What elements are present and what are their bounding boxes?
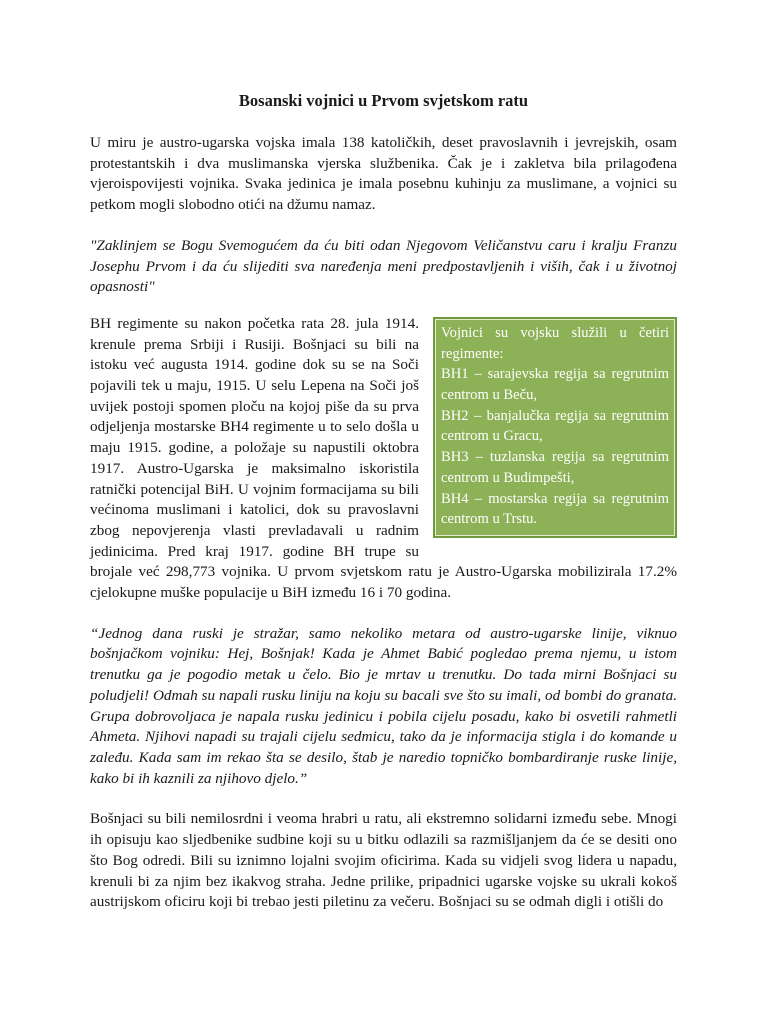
paragraph-bh-regiments: BH regimente su nakon početka rata 28. jula 1914. krenule prema Srbiji i Rusiji. Bošnjaci su bili na istoku već augusta 1914. godine dok su se na Soči pojavili tek u maju, 1915. U selu Lepena na Soči još uvijek postoji spomen ploču na kojoj piše da su prva odjeljenja mostarske BH4 regimente u to selo došla u maju 1915. godine, a položaje su napustili oktobra 1917. Austro-Ugarska je maksimalno iskoristila ratnički potencijal BiH. U vojnim formacijama su bili većinoma muslimani i katolici, dok su pravoslavni zbog nepovjerenja vlasti prevladavali u radnim jedinicima. Pred kraj 1917. godine BH trupe su brojale već 298,773 vojnika. U prvom svjetskom ratu je Austro-Ugarska mobilizirala 17.2% cjelokupne muške populacije u BiH između 16 i 70 godina.	[90, 314, 677, 602]
infobox-item-bh1: BH1 – sarajevska regija sa regrutnim centrom u Beču,	[441, 366, 669, 404]
infobox-item-bh3: BH3 – tuzlanska regija sa regrutnim centrom u Budimpešti,	[441, 449, 669, 486]
oath-quote: "Zaklinjem se Bogu Svemogućem da ću biti odan Njegovom Veličanstvu caru i kralju Franzu Josephu Prvom i da ću slijediti sva naređenja meni predpostavljenih i viših, čak i u životnoj opasnosti"	[90, 236, 677, 296]
infobox-item-bh4: BH4 – mostarska regija sa regrutnim centrom u Trstu.	[441, 490, 669, 528]
infobox-intro: Vojnici su vojsku služili u četiri regimente:	[441, 324, 669, 362]
document-title: Bosanski vojnici u Prvom svjetskom ratu	[238, 91, 529, 110]
paragraph-religious-officials: U miru je austro-ugarska vojska imala 138 katoličkih, deset pravoslavnih i jevrejskih, osam protestantskih i dva muslimanska vjerska službenika. Čak je i zakletva bila prilagođena vjeroispovijesti vojnika. Svaka jedinica je imala posebnu kuhinju za muslimane, a vojnici su petkom mogli slobodno otići na džumu namaz.	[90, 134, 677, 214]
regiments-infobox	[433, 317, 677, 538]
ahmet-babic-quote: “Jednog dana ruski je stražar, samo nekoliko metara od austro-ugarske linije, viknuo bošnjačkom vojniku: Hej, Bošnjak! Kada je Ahmet Babić pogledao prema njemu, u istom trenutku ga je pogodio metak u čelo. Bio je mrtav u trenutku. Do tada mirni Bošnjaci su poludjeli! Odmah su napali rusku liniju na koju su bacali sve što su imali, od bombi do granata. Grupa dobrovoljaca je napala rusku jedinicu i pobila cijelu posadu, kako bi osvetili rahmetli Ahmeta. Njihovi napadi su trajali cijelu sedmicu, tako da je informacija stigla i do komande u zaleđu. Kada sam im rekao šta se desilo, štab je naredio topničko bombardiranje ruske linije, kako bi ih kaznili za njihovo djelo.”	[90, 624, 677, 787]
infobox-item-bh2: BH2 – banjalučka regija sa regrutnim centrom u Gracu,	[441, 407, 669, 445]
paragraph-bosniak-loyalty: Bošnjaci su bili nemilosrdni i veoma hrabri u ratu, ali ekstremno solidarni između sebe. Mnogi ih opisuju kao sljedbenike sudbine koji su u bitku odlazili sa razmišljanjem da će se desiti ono što Bog odredi. Bili su iznimno lojalni svojim oficirima. Kada su vidjeli svog lidera u napadu, krenuli bi za njim bez ikakvog straha. Jedne prilike, pripadnici ugarske vojske su ukrali kokoš austrijskom oficiru koji bi trebao jesti piletinu za večeru. Bošnjaci su se odmah digli i otišli do	[90, 810, 677, 911]
document-page	[90, 90, 677, 913]
